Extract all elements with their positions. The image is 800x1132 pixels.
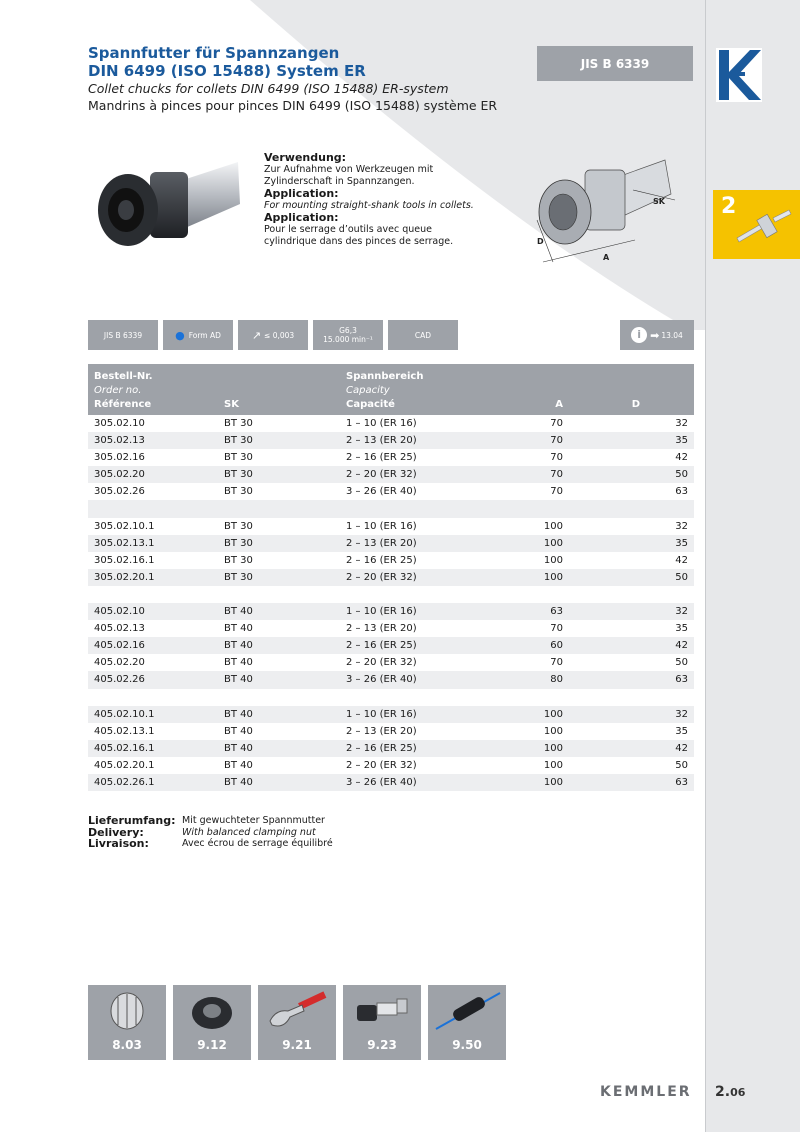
cell-d [569, 500, 694, 517]
table-row [88, 689, 694, 706]
title-de-line1: Spannfutter für Spannzangen [88, 44, 340, 62]
table-row [88, 637, 694, 654]
cell-d: 42 [675, 554, 688, 566]
spec-runout [238, 320, 308, 350]
info-link[interactable] [620, 320, 694, 350]
cell-range: 2 – 13 (ER 20) [346, 725, 417, 737]
drawing-label-sk: SK [653, 197, 665, 206]
delivery-de-label: Lieferumfang: [88, 814, 176, 827]
tool-holder-icon [731, 208, 795, 248]
cell-range [340, 500, 497, 517]
table-row [88, 774, 694, 791]
cell-d: 35 [569, 432, 694, 449]
cell-order-no [88, 586, 218, 603]
spec-balance [313, 320, 383, 350]
table-row [88, 586, 694, 603]
table-row [88, 620, 694, 637]
table-row [88, 415, 694, 432]
page-title [88, 44, 366, 80]
table-row [88, 518, 694, 535]
cell-order-no: 305.02.13.1 [88, 535, 218, 552]
col-range-de: Spannbereich [340, 364, 497, 384]
cell-range [340, 689, 497, 706]
accessory-ref: 9.50 [452, 1038, 482, 1052]
wrench-icon [258, 985, 336, 1040]
cell-order-no: 305.02.26 [94, 486, 145, 498]
col-order-fr: Référence [88, 396, 218, 415]
cell-d: 63 [569, 774, 694, 791]
cell-order-no: 305.02.20.1 [88, 569, 218, 586]
col-sk: SK [218, 396, 340, 415]
collet-icon [88, 985, 166, 1040]
cell-sk [218, 500, 340, 517]
cell-d: 35 [675, 725, 688, 737]
cell-a: 100 [497, 569, 569, 586]
cell-order-no [88, 500, 218, 517]
title-fr: Mandrins à pinces pour pinces DIN 6499 (ISO 15488) système ER [88, 98, 498, 113]
usage-en-heading: Application: [264, 187, 339, 200]
cell-order-no: 405.02.10.1 [88, 706, 218, 723]
cell-order-no: 305.02.16 [94, 452, 145, 464]
cell-range: 2 – 16 (ER 25) [340, 740, 497, 757]
page-number-main: 2. [715, 1084, 731, 1100]
right-rail [705, 0, 800, 1132]
cell-d: 63 [675, 486, 688, 498]
cell-a: 70 [550, 452, 563, 464]
table-body [88, 415, 694, 791]
cell-d [569, 586, 694, 603]
chapter-number: 2 [721, 194, 737, 219]
cell-d: 42 [675, 452, 688, 464]
title-en: Collet chucks for collets DIN 6499 (ISO 15488) ER-system [88, 81, 449, 96]
spec-form [163, 320, 233, 350]
coolant-spring-icon [428, 985, 506, 1040]
delivery-de-text: Mit gewuchteter Spannmutter [182, 815, 325, 826]
spec-runout-label: ≤ 0,003 [264, 330, 295, 340]
table-row [88, 466, 694, 483]
col-d: D [569, 396, 694, 415]
info-ref-label: 13.04 [661, 330, 683, 340]
cell-sk: BT 40 [224, 759, 253, 771]
cell-a: 100 [543, 554, 563, 566]
cell-a: 100 [497, 535, 569, 552]
pull-stud-icon [343, 985, 421, 1040]
cell-sk: BT 30 [224, 554, 253, 566]
page-number [715, 1084, 745, 1100]
table-row [88, 483, 694, 500]
cell-a: 100 [543, 520, 563, 532]
usage-fr-text-1: Pour le serrage d’outils avec queue [264, 224, 432, 235]
cell-range: 2 – 16 (ER 25) [340, 637, 497, 654]
cell-d: 50 [675, 759, 688, 771]
cell-sk [218, 586, 340, 603]
cell-d: 50 [675, 657, 688, 669]
table-row [88, 671, 694, 688]
cell-order-no [88, 689, 218, 706]
table-row [88, 552, 694, 569]
delivery-block [88, 815, 333, 850]
delivery-fr-text: Avec écrou de serrage équilibré [182, 838, 333, 849]
col-range-fr: Capacité [340, 396, 497, 415]
cell-a: 100 [497, 706, 569, 723]
usage-de-text-1: Zur Aufnahme von Werkzeugen mit [264, 164, 434, 175]
table-row [88, 603, 694, 620]
accessory-coolant-spring[interactable] [428, 985, 506, 1060]
table-row [88, 500, 694, 517]
cell-order-no: 405.02.10 [88, 603, 218, 620]
table-row [88, 706, 694, 723]
cell-order-no: 405.02.13 [94, 623, 145, 635]
drawing-label-d: D [537, 237, 544, 246]
chapter-tab[interactable] [713, 190, 800, 259]
cell-order-no: 305.02.10.1 [94, 520, 155, 532]
footer-brand: KEMMLER [600, 1084, 692, 1100]
cell-range: 2 – 20 (ER 32) [346, 759, 417, 771]
accessory-clamping-nut[interactable] [173, 985, 251, 1060]
cell-sk: BT 40 [218, 774, 340, 791]
usage-fr-text-2: cylindrique dans des pinces de serrage. [264, 236, 454, 247]
col-range-en: Capacity [340, 384, 497, 396]
cell-a: 70 [550, 623, 563, 635]
cell-order-no: 305.02.13 [88, 432, 218, 449]
col-a: A [497, 396, 569, 415]
delivery-fr-label: Livraison: [88, 837, 149, 850]
cell-order-no: 405.02.16.1 [88, 740, 218, 757]
cell-order-no: 405.02.20 [94, 657, 145, 669]
accessory-ref: 8.03 [112, 1038, 142, 1052]
table-row [88, 723, 694, 740]
cell-sk: BT 30 [218, 535, 340, 552]
cell-d: 32 [675, 418, 688, 430]
table-row [88, 757, 694, 774]
cell-order-no: 405.02.20.1 [94, 759, 155, 771]
cell-d: 32 [569, 706, 694, 723]
col-order-en: Order no. [88, 384, 218, 396]
table-row [88, 740, 694, 757]
usage-en-text: For mounting straight-shank tools in collets. [264, 200, 474, 211]
cell-a: 100 [497, 774, 569, 791]
cell-sk: BT 40 [218, 706, 340, 723]
spec-standard: JIS B 6339 [88, 320, 158, 350]
cell-sk: BT 40 [218, 603, 340, 620]
cell-range: 3 – 26 (ER 40) [346, 486, 417, 498]
cell-sk: BT 40 [218, 637, 340, 654]
cell-sk: BT 30 [218, 466, 340, 483]
accessory-ref: 9.12 [197, 1038, 227, 1052]
cell-d: 63 [569, 671, 694, 688]
cell-range: 2 – 20 (ER 32) [340, 466, 497, 483]
dimension-drawing [525, 150, 700, 280]
cell-range: 2 – 20 (ER 32) [340, 569, 497, 586]
cell-d: 32 [569, 603, 694, 620]
cell-a [497, 689, 569, 706]
cell-range: 3 – 26 (ER 40) [340, 774, 497, 791]
cell-range: 3 – 26 (ER 40) [340, 671, 497, 688]
cell-a: 70 [497, 432, 569, 449]
table-row [88, 432, 694, 449]
cell-range: 2 – 16 (ER 25) [346, 554, 417, 566]
cell-d: 35 [675, 623, 688, 635]
cell-a [497, 500, 569, 517]
cell-a: 100 [497, 740, 569, 757]
kemmler-logo-icon [716, 48, 762, 102]
product-table [88, 364, 694, 791]
usage-de-text-2: Zylinderschaft in Spannzangen. [264, 176, 415, 187]
cell-range: 1 – 10 (ER 16) [340, 706, 497, 723]
cell-sk: BT 30 [218, 432, 340, 449]
cell-d: 35 [569, 535, 694, 552]
cell-sk: BT 40 [224, 725, 253, 737]
cell-d: 50 [569, 569, 694, 586]
cell-order-no: 405.02.26 [88, 671, 218, 688]
clamping-nut-icon [173, 985, 251, 1040]
cell-d [569, 689, 694, 706]
accessory-pull-stud[interactable] [343, 985, 421, 1060]
info-icon: i [631, 327, 647, 343]
cell-sk: BT 40 [224, 657, 253, 669]
cell-sk: BT 30 [224, 520, 253, 532]
spec-balance-speed: 15.000 min⁻¹ [323, 335, 373, 344]
cell-range: 2 – 13 (ER 20) [346, 623, 417, 635]
cell-sk: BT 40 [224, 623, 253, 635]
title-de-line2: DIN 6499 (ISO 15488) System ER [88, 62, 366, 80]
cad-button[interactable]: CAD [388, 320, 458, 350]
delivery-en-label: Delivery: [88, 825, 144, 839]
accessory-ref: 9.23 [367, 1038, 397, 1052]
accessory-ref: 9.21 [282, 1038, 312, 1052]
cell-range: 2 – 16 (ER 25) [346, 452, 417, 464]
cell-a [497, 586, 569, 603]
page-number-sub: 06 [730, 1086, 746, 1099]
cell-a: 60 [497, 637, 569, 654]
cell-sk: BT 40 [218, 671, 340, 688]
cell-d: 50 [569, 466, 694, 483]
delivery-en-text: With balanced clamping nut [182, 826, 316, 838]
cell-a: 70 [550, 418, 563, 430]
usage-fr-heading: Application: [264, 211, 339, 224]
table-row [88, 535, 694, 552]
cell-range: 2 – 13 (ER 20) [340, 535, 497, 552]
cell-sk [218, 689, 340, 706]
cell-order-no: 405.02.13.1 [94, 725, 155, 737]
cell-range: 1 – 10 (ER 16) [340, 603, 497, 620]
coolant-drop-icon: ● [175, 328, 185, 342]
spec-balance-grade: G6,3 [339, 326, 357, 335]
cell-order-no: 305.02.10 [94, 418, 145, 430]
cell-range: 2 – 13 (ER 20) [340, 432, 497, 449]
cell-range: 1 – 10 (ER 16) [346, 418, 417, 430]
cell-a: 63 [497, 603, 569, 620]
arrow-right-icon: ➡ [650, 328, 660, 342]
cell-a: 70 [550, 657, 563, 669]
cell-order-no: 405.02.16 [88, 637, 218, 654]
cell-sk: BT 40 [218, 740, 340, 757]
cell-order-no: 305.02.16.1 [94, 554, 155, 566]
cell-sk: BT 30 [218, 569, 340, 586]
cell-order-no: 405.02.26.1 [88, 774, 218, 791]
spec-form-label: Form AD [188, 330, 221, 340]
table-row [88, 654, 694, 671]
runout-arrow-icon: ↗ [251, 328, 262, 342]
cell-d: 42 [569, 637, 694, 654]
cell-range: 2 – 20 (ER 32) [346, 657, 417, 669]
cell-a: 100 [543, 759, 563, 771]
usage-de-heading: Verwendung: [264, 151, 347, 164]
drawing-label-a: A [603, 253, 610, 262]
col-order-de: Bestell-Nr. [88, 364, 218, 384]
cell-sk: BT 30 [224, 452, 253, 464]
cell-range: 1 – 10 (ER 16) [346, 520, 417, 532]
cell-a: 70 [550, 486, 563, 498]
cell-a: 100 [543, 725, 563, 737]
spec-icon-bar [88, 320, 694, 350]
cell-sk: BT 30 [224, 486, 253, 498]
cell-sk: BT 30 [224, 418, 253, 430]
accessory-collet[interactable] [88, 985, 166, 1060]
accessory-wrench[interactable] [258, 985, 336, 1060]
cell-d: 42 [569, 740, 694, 757]
cell-range [340, 586, 497, 603]
table-row [88, 569, 694, 586]
standard-badge: JIS B 6339 [537, 46, 693, 81]
table-row [88, 449, 694, 466]
usage-block [264, 152, 524, 248]
cell-a: 70 [497, 466, 569, 483]
cell-d: 32 [675, 520, 688, 532]
cell-a: 80 [497, 671, 569, 688]
collet-chuck-photo [88, 150, 248, 270]
cell-order-no: 305.02.20 [88, 466, 218, 483]
